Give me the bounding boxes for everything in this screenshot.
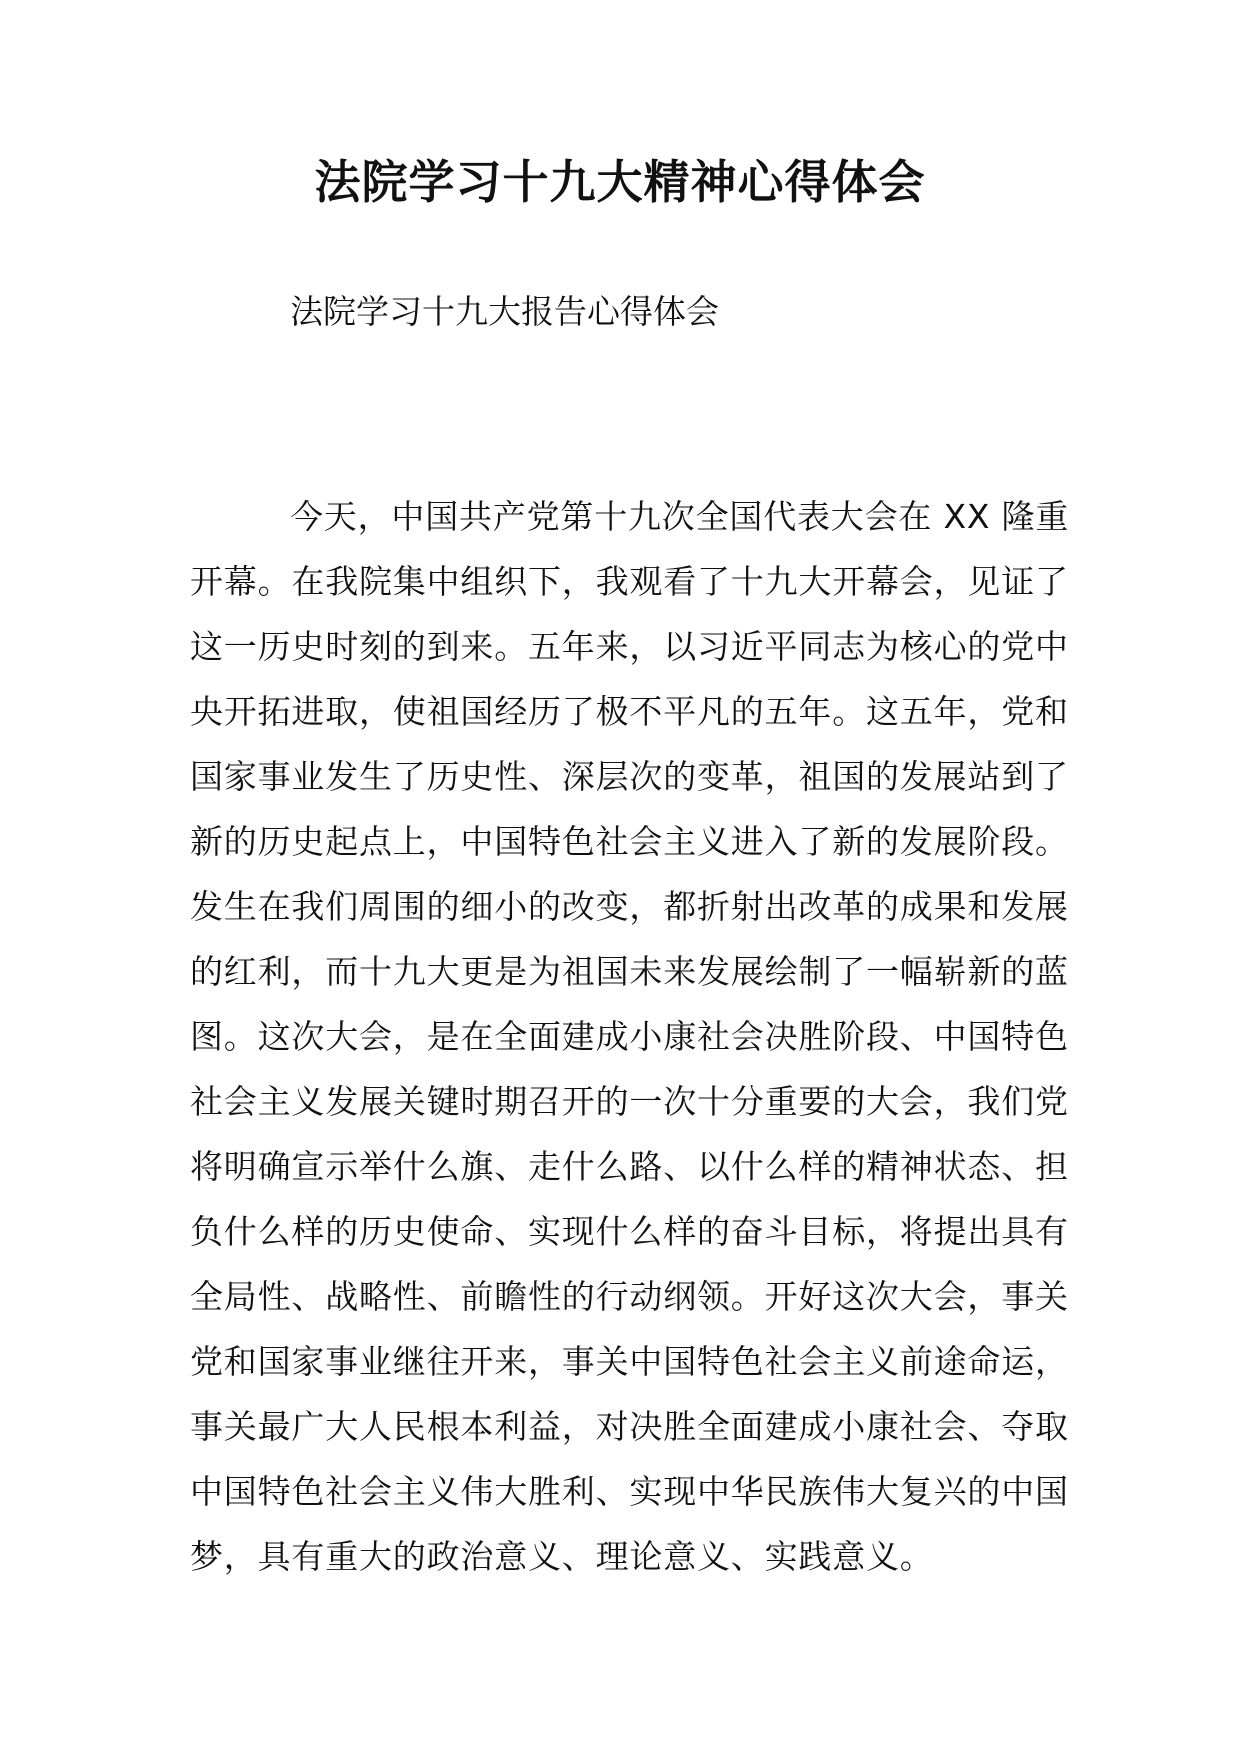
body-line: 国家事业发生了历史性、深层次的变革，祖国的发展站到了 <box>190 757 1069 796</box>
body-line: 事关最广大人民根本利益，对决胜全面建成小康社会、夺取 <box>190 1407 1069 1446</box>
body-line: 将明确宣示举什么旗、走什么路、以什么样的精神状态、担 <box>190 1147 1069 1186</box>
body-line: 开幕。在我院集中组织下，我观看了十九大开幕会，见证了 <box>190 562 1069 601</box>
body-line: 负什么样的历史使命、实现什么样的奋斗目标，将提出具有 <box>190 1212 1069 1251</box>
document-title: 法院学习十九大精神心得体会 <box>314 155 926 209</box>
body-line: 党和国家事业继往开来，事关中国特色社会主义前途命运， <box>190 1342 1069 1381</box>
body-line: 这一历史时刻的到来。五年来，以习近平同志为核心的党中 <box>190 627 1069 666</box>
body-line: 今天，中国共产党第十九次全国代表大会在 XX 隆重 <box>290 497 1070 536</box>
body-line: 中国特色社会主义伟大胜利、实现中华民族伟大复兴的中国 <box>190 1472 1069 1511</box>
body-line: 发生在我们周围的细小的改变，都折射出改革的成果和发展 <box>190 887 1069 926</box>
body-line: 全局性、战略性、前瞻性的行动纲领。开好这次大会，事关 <box>190 1277 1069 1316</box>
document-body <box>190 484 1070 1589</box>
body-line: 新的历史起点上，中国特色社会主义进入了新的发展阶段。 <box>190 822 1069 861</box>
body-line: 的红利，而十九大更是为祖国未来发展绘制了一幅崭新的蓝 <box>190 952 1069 991</box>
body-line: 梦，具有重大的政治意义、理论意义、实践意义。 <box>190 1537 934 1576</box>
body-line: 央开拓进取，使祖国经历了极不平凡的五年。这五年，党和 <box>190 692 1069 731</box>
body-line: 图。这次大会，是在全面建成小康社会决胜阶段、中国特色 <box>190 1017 1069 1056</box>
document-subtitle: 法院学习十九大报告心得体会 <box>290 292 719 331</box>
body-line: 社会主义发展关键时期召开的一次十分重要的大会，我们党 <box>190 1082 1069 1121</box>
